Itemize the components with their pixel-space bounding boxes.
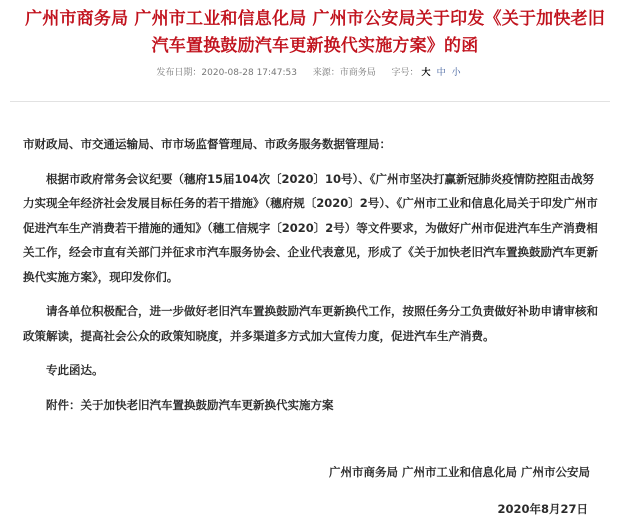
font-size-large-button[interactable]: 大 — [421, 68, 431, 78]
article-body — [23, 132, 601, 417]
publish-date: 2020-08-28 17:47:53 — [201, 68, 297, 78]
article-meta — [0, 66, 620, 80]
publish-date-label: 发布日期： — [156, 68, 202, 78]
article-title: 广州市商务局 广州市工业和信息化局 广州市公安局关于印发《关于加快老旧汽车置换鼓励汽车更新换代实施方案》的函 — [25, 9, 605, 56]
signing-agencies: 广州市商务局 广州市工业和信息化局 广州市公安局 — [328, 465, 590, 479]
body-paragraph-2: 请各单位积极配合，进一步做好老旧汽车置换鼓励汽车更新换代工作，按照任务分工负责做好补助申请审核和政策解读，提高社会公众的政策知晓度，并多渠道多方式加大宣传力度，促进汽车生产消费。 — [23, 304, 598, 343]
header-divider — [10, 101, 610, 102]
attachment-line: 附件：关于加快老旧汽车置换鼓励汽车更新换代实施方案 — [46, 397, 334, 412]
font-size-label: 字号： — [391, 68, 419, 78]
closing-line: 专此函达。 — [46, 363, 104, 377]
signing-date: 2020年8月27日 — [497, 502, 588, 516]
font-size-small-button[interactable]: 小 — [451, 68, 461, 78]
body-paragraph-1: 根据市政府常务会议纪要（穗府15届104次〔2020〕10号）、《广州市坚决打赢新冠肺炎疫情防控阻击战努力实现全年经济社会发展目标任务的若干措施》（穗府规〔2020〕2号）、《广州市工业和信息化局关于印发广州市促进汽车生产消费若干措施的通知》（穗工信规字〔2020〕2号）等文件要求，为做好广州市促进汽车生产消费相关工作，经会市直有关部门并征求市汽车服务协会、企业代表意见，形成了《关于加快老旧汽车置换鼓励汽车更新换代实施方案》，现印发你们。 — [23, 171, 598, 284]
source-label: 来源： — [312, 68, 340, 78]
salutation: 市财政局、市交通运输局、市市场监督管理局、市政务服务数据管理局： — [23, 137, 391, 151]
source-value: 市商务局 — [339, 68, 376, 78]
font-size-medium-button[interactable]: 中 — [436, 68, 446, 78]
